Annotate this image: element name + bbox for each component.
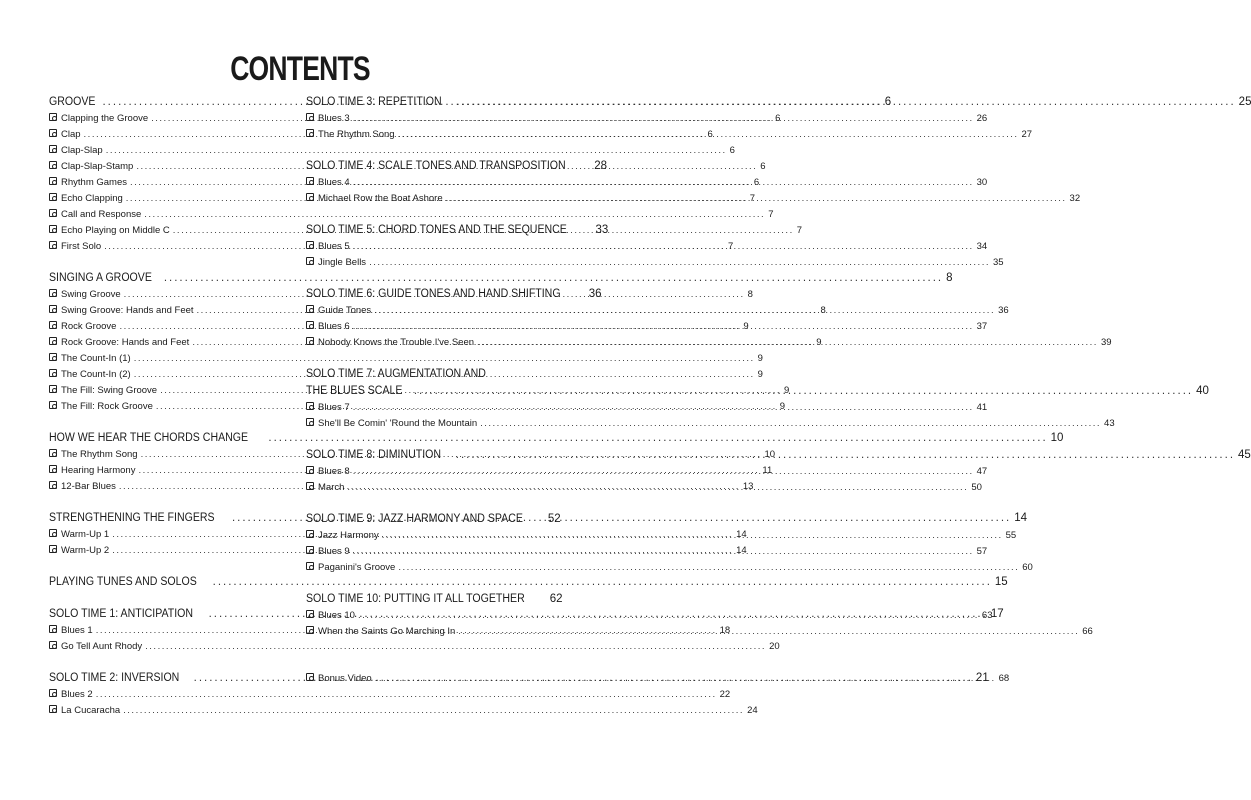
video-icon	[49, 225, 57, 233]
toc-section	[306, 368, 1209, 434]
toc-entry-label: Blues 2	[61, 689, 93, 700]
toc-heading[interactable]	[49, 432, 1064, 449]
toc-entry-label: Blues 7	[318, 402, 350, 413]
toc-entry-label: La Cucaracha	[61, 705, 121, 716]
toc-heading-label: GROOVE	[49, 96, 96, 108]
toc-section	[306, 160, 1081, 209]
toc-entry-label: Blues 4	[318, 177, 350, 188]
toc-heading-label: PLAYING TUNES AND SOLOS	[49, 576, 197, 588]
page-title: CONTENTS	[230, 50, 370, 88]
video-icon	[306, 177, 314, 185]
page-number: 24	[747, 705, 758, 716]
toc-section	[49, 576, 1008, 593]
toc-entry[interactable]	[306, 257, 1004, 273]
toc-entry-label: Blues 9	[318, 546, 350, 557]
toc-heading[interactable]	[306, 224, 609, 241]
page-number: 45	[1238, 449, 1251, 461]
toc-entry[interactable]	[306, 562, 1033, 578]
page-number: 9	[784, 385, 790, 396]
toc-heading[interactable]	[306, 513, 561, 530]
toc-heading-label: SOLO TIME 3: REPETITION	[306, 96, 442, 108]
page-number: 13	[742, 481, 754, 492]
toc-entry-label: Call and Response	[61, 209, 142, 220]
page-number: 68	[998, 673, 1010, 684]
video-icon	[49, 401, 57, 409]
toc-entry[interactable]	[306, 321, 988, 337]
page-number: 57	[976, 546, 988, 557]
video-icon	[306, 241, 314, 249]
video-icon	[49, 289, 57, 297]
page-number: 20	[769, 641, 780, 652]
video-icon	[49, 129, 57, 137]
video-icon	[49, 241, 57, 249]
dot-leader	[480, 418, 1101, 429]
toc-entry[interactable]	[306, 305, 1009, 321]
video-icon	[49, 529, 57, 537]
toc-entry-label: Go Tell Aunt Rhody	[61, 641, 143, 652]
toc-entry-label: The Fill: Swing Groove	[61, 385, 158, 396]
video-icon	[306, 610, 314, 618]
page-number: 26	[976, 113, 988, 124]
dot-leader	[398, 129, 1019, 140]
toc-entry[interactable]	[306, 177, 988, 193]
page-number: 8	[946, 272, 953, 284]
video-icon	[49, 625, 57, 633]
toc-heading-label: SOLO TIME 7: AUGMENTATION AND	[306, 368, 486, 380]
video-icon	[49, 113, 57, 121]
page-number: 15	[994, 576, 1008, 588]
page-number: 6	[775, 113, 781, 124]
toc-entry-label: Jingle Bells	[318, 257, 367, 268]
dot-leader	[347, 482, 968, 493]
toc-entry-label: Blues 5	[318, 241, 350, 252]
page-number: 11	[762, 465, 773, 476]
toc-entry-label: 12-Bar Blues	[61, 481, 116, 492]
page-number: 41	[976, 402, 988, 413]
video-icon	[49, 465, 57, 473]
dot-leader	[353, 546, 974, 557]
video-icon	[49, 321, 57, 329]
toc-entry-label: First Solo	[61, 241, 102, 252]
page-number: 36	[588, 288, 602, 300]
toc-entry-label: Blues 10	[318, 610, 355, 621]
toc-entry[interactable]	[49, 641, 780, 657]
toc-heading-label: SOLO TIME 4: SCALE TONES AND TRANSPOSITION	[306, 160, 566, 172]
toc-entry-label: Michael Row the Boat Ashore	[318, 193, 443, 204]
toc-heading-label: SOLO TIME 9: JAZZ HARMONY AND SPACE	[306, 513, 523, 525]
toc-heading-label: SOLO TIME 2: INVERSION	[49, 672, 180, 684]
toc-entry-label: Blues 1	[61, 625, 93, 636]
video-icon	[49, 305, 57, 313]
page-number: 17	[990, 608, 1004, 620]
page-number: 6	[707, 129, 713, 140]
toc-entry[interactable]	[49, 353, 763, 369]
video-icon	[49, 449, 57, 457]
toc-entry-label: Nobody Knows the Trouble I've Seen	[318, 337, 475, 348]
page-number: 14	[1014, 512, 1028, 524]
toc-heading[interactable]	[306, 593, 563, 610]
dot-leader	[398, 562, 1019, 573]
dot-leader	[414, 385, 1193, 397]
toc-entry[interactable]	[306, 241, 988, 257]
dot-leader	[353, 402, 974, 413]
toc-heading[interactable]	[306, 160, 608, 177]
page-number: 9	[757, 369, 763, 380]
dot-leader	[358, 610, 979, 621]
video-icon	[49, 145, 57, 153]
video-icon	[49, 193, 57, 201]
toc-heading-label: THE BLUES SCALE	[306, 385, 403, 397]
toc-entry[interactable]	[49, 705, 758, 721]
toc-entry-label: March	[318, 482, 345, 493]
page-number: 28	[594, 160, 608, 172]
page-number: 25	[1238, 96, 1251, 108]
page-number: 62	[549, 593, 563, 605]
toc-entry-label: Rhythm Games	[61, 177, 127, 188]
dot-leader	[477, 337, 1098, 348]
video-icon	[306, 482, 314, 490]
toc-entry[interactable]	[306, 418, 1115, 434]
video-icon	[306, 193, 314, 201]
dot-leader	[96, 689, 717, 700]
video-icon	[49, 545, 57, 553]
page-number: 36	[998, 305, 1009, 316]
toc-entry[interactable]	[49, 209, 774, 225]
video-icon	[49, 689, 57, 697]
toc-entry-label: Hearing Harmony	[61, 465, 136, 476]
page-number: 18	[719, 625, 731, 636]
toc-heading-label: SOLO TIME 5: CHORD TONES AND THE SEQUENCE	[306, 224, 567, 236]
page-number: 63	[981, 610, 993, 621]
video-icon	[306, 546, 314, 554]
page-number: 10	[1050, 432, 1064, 444]
video-icon	[49, 369, 57, 377]
dot-leader	[164, 272, 943, 284]
toc-heading-label: SOLO TIME 6: GUIDE TONES AND HAND SHIFTING	[306, 288, 561, 300]
dot-leader	[374, 305, 995, 316]
toc-entry-label: Warm-Up 1	[61, 529, 110, 540]
toc-entry-label: Swing Groove	[61, 289, 121, 300]
toc-entry-label: The Fill: Rock Groove	[61, 401, 153, 412]
toc-entry-label: Jazz Harmony	[318, 530, 379, 541]
page-number: 14	[736, 529, 747, 540]
dot-leader	[369, 257, 990, 268]
dot-leader	[382, 530, 1003, 541]
toc-entry[interactable]	[306, 337, 1112, 353]
toc-entry-label: Clap-Slap	[61, 145, 103, 156]
page-number: 6	[760, 161, 766, 172]
page-number: 39	[1100, 337, 1112, 348]
dot-leader	[353, 113, 974, 124]
toc-section	[306, 96, 1251, 145]
video-icon	[49, 209, 57, 217]
toc-heading[interactable]	[306, 288, 602, 305]
page-number: 7	[728, 241, 734, 252]
toc-entry-label: The Rhythm Song	[61, 449, 138, 460]
video-icon	[49, 337, 57, 345]
page-number: 30	[976, 177, 988, 188]
page-number: 9	[743, 321, 749, 332]
video-icon	[306, 305, 314, 313]
toc-heading-label: SOLO TIME 1: ANTICIPATION	[49, 608, 194, 620]
toc-entry-label: Swing Groove: Hands and Feet	[61, 305, 194, 316]
page-number: 34	[976, 241, 988, 252]
toc-entry-label: When the Saints Go Marching In	[318, 626, 456, 637]
page-number: 6	[884, 96, 892, 108]
spacer	[306, 657, 550, 673]
toc-heading[interactable]	[49, 576, 1008, 593]
page-number: 52	[547, 513, 561, 525]
toc-entry[interactable]	[306, 113, 988, 129]
video-icon	[49, 385, 57, 393]
toc-entry-label: Blues 8	[318, 466, 350, 477]
dot-leader	[353, 177, 974, 188]
page-number: 50	[971, 482, 982, 493]
toc-entry-label: Clap-Slap-Stamp	[61, 161, 134, 172]
page-number: 7	[796, 225, 803, 236]
video-icon	[306, 113, 314, 121]
video-icon	[306, 321, 314, 329]
toc-entry-label: Echo Playing on Middle C	[61, 225, 170, 236]
toc-heading-label: SINGING A GROOVE	[49, 272, 152, 284]
toc-entry-label: Echo Clapping	[61, 193, 123, 204]
video-icon	[49, 705, 57, 713]
toc-entry-label: Guide Tones	[318, 305, 372, 316]
dot-leader	[456, 96, 1235, 108]
dot-leader	[458, 626, 1079, 637]
toc-entry[interactable]	[306, 129, 1033, 145]
toc-entry-label: Blues 6	[318, 321, 350, 332]
toc-section	[306, 288, 1112, 353]
toc-entry-label: Paganini's Groove	[318, 562, 396, 573]
toc-heading-label: STRENGTHENING THE FINGERS	[49, 512, 215, 524]
page-number: 21	[975, 672, 989, 684]
page-number: 10	[764, 449, 776, 460]
toc-entry-label: Warm-Up 2	[61, 545, 110, 556]
toc-entry-label: The Count-In (1)	[61, 353, 131, 364]
page-number: 66	[1082, 626, 1093, 637]
toc-entry-label: Rock Groove: Hands and Feet	[61, 337, 190, 348]
toc-entry-label: Clap	[61, 129, 81, 140]
page-number: 9	[816, 337, 822, 348]
toc-entry-label: The Count-In (2)	[61, 369, 131, 380]
video-icon	[49, 177, 57, 185]
toc-heading-label: HOW WE HEAR THE CHORDS CHANGE	[49, 432, 249, 444]
toc-heading[interactable]	[306, 96, 1251, 113]
video-icon	[306, 673, 314, 681]
toc-heading-label: SOLO TIME 10: PUTTING IT ALL TOGETHER	[306, 593, 525, 605]
toc-entry[interactable]	[306, 193, 1081, 209]
toc-entry[interactable]	[49, 145, 735, 161]
toc-entry-label: Clapping the Groove	[61, 113, 149, 124]
toc-heading[interactable]	[306, 368, 550, 385]
page-number: 47	[976, 466, 988, 477]
video-icon	[49, 353, 57, 361]
toc-entry[interactable]	[306, 610, 993, 626]
page-number: 8	[747, 289, 753, 300]
dot-leader	[446, 193, 1067, 204]
toc-entry-label: She'll Be Comin' 'Round the Mountain	[318, 418, 478, 429]
page-number: 22	[719, 689, 731, 700]
page-number: 35	[992, 257, 1004, 268]
video-icon	[306, 337, 314, 345]
video-icon	[306, 530, 314, 538]
toc-entry-label: Blues 3	[318, 113, 350, 124]
page-number: 40	[1196, 385, 1209, 397]
dot-leader	[353, 321, 974, 332]
dot-leader	[353, 241, 974, 252]
page-number: 32	[1069, 193, 1081, 204]
page-number: 6	[753, 177, 760, 188]
page-number: 27	[1021, 129, 1033, 140]
page-number: 33	[595, 224, 609, 236]
page-number: 9	[757, 353, 763, 364]
page-number: 60	[1022, 562, 1033, 573]
video-icon	[306, 402, 314, 410]
toc-section	[306, 224, 1004, 273]
page-number: 7	[749, 193, 756, 204]
video-icon	[306, 626, 314, 634]
page-number: 43	[1104, 418, 1115, 429]
video-icon	[306, 466, 314, 474]
video-icon	[306, 129, 314, 137]
page-number: 7	[768, 209, 774, 220]
toc-entry-label: Rock Groove	[61, 321, 117, 332]
dot-leader	[123, 705, 744, 716]
page-number: 37	[976, 321, 988, 332]
toc-heading[interactable]	[306, 385, 1209, 402]
page-number: 14	[736, 545, 747, 556]
toc-entry-label: Bonus Video	[318, 673, 372, 684]
dot-leader	[375, 673, 996, 684]
dot-leader	[353, 466, 974, 477]
video-icon	[49, 481, 57, 489]
video-icon	[49, 161, 57, 169]
page-number: 55	[1005, 530, 1017, 541]
dot-leader	[456, 449, 1235, 461]
video-icon	[49, 641, 57, 649]
page-number: 9	[779, 401, 786, 412]
video-icon	[306, 257, 314, 265]
toc-entry-label: The Rhythm Song	[318, 129, 395, 140]
toc-entry[interactable]	[306, 402, 988, 418]
toc-entry[interactable]	[49, 689, 731, 705]
page-number: 6	[729, 145, 735, 156]
video-icon	[306, 418, 314, 426]
video-icon	[306, 562, 314, 570]
toc-heading[interactable]	[49, 272, 953, 289]
page-number: 8	[820, 305, 826, 316]
toc-heading-label: SOLO TIME 8: DIMINUTION	[306, 449, 442, 461]
